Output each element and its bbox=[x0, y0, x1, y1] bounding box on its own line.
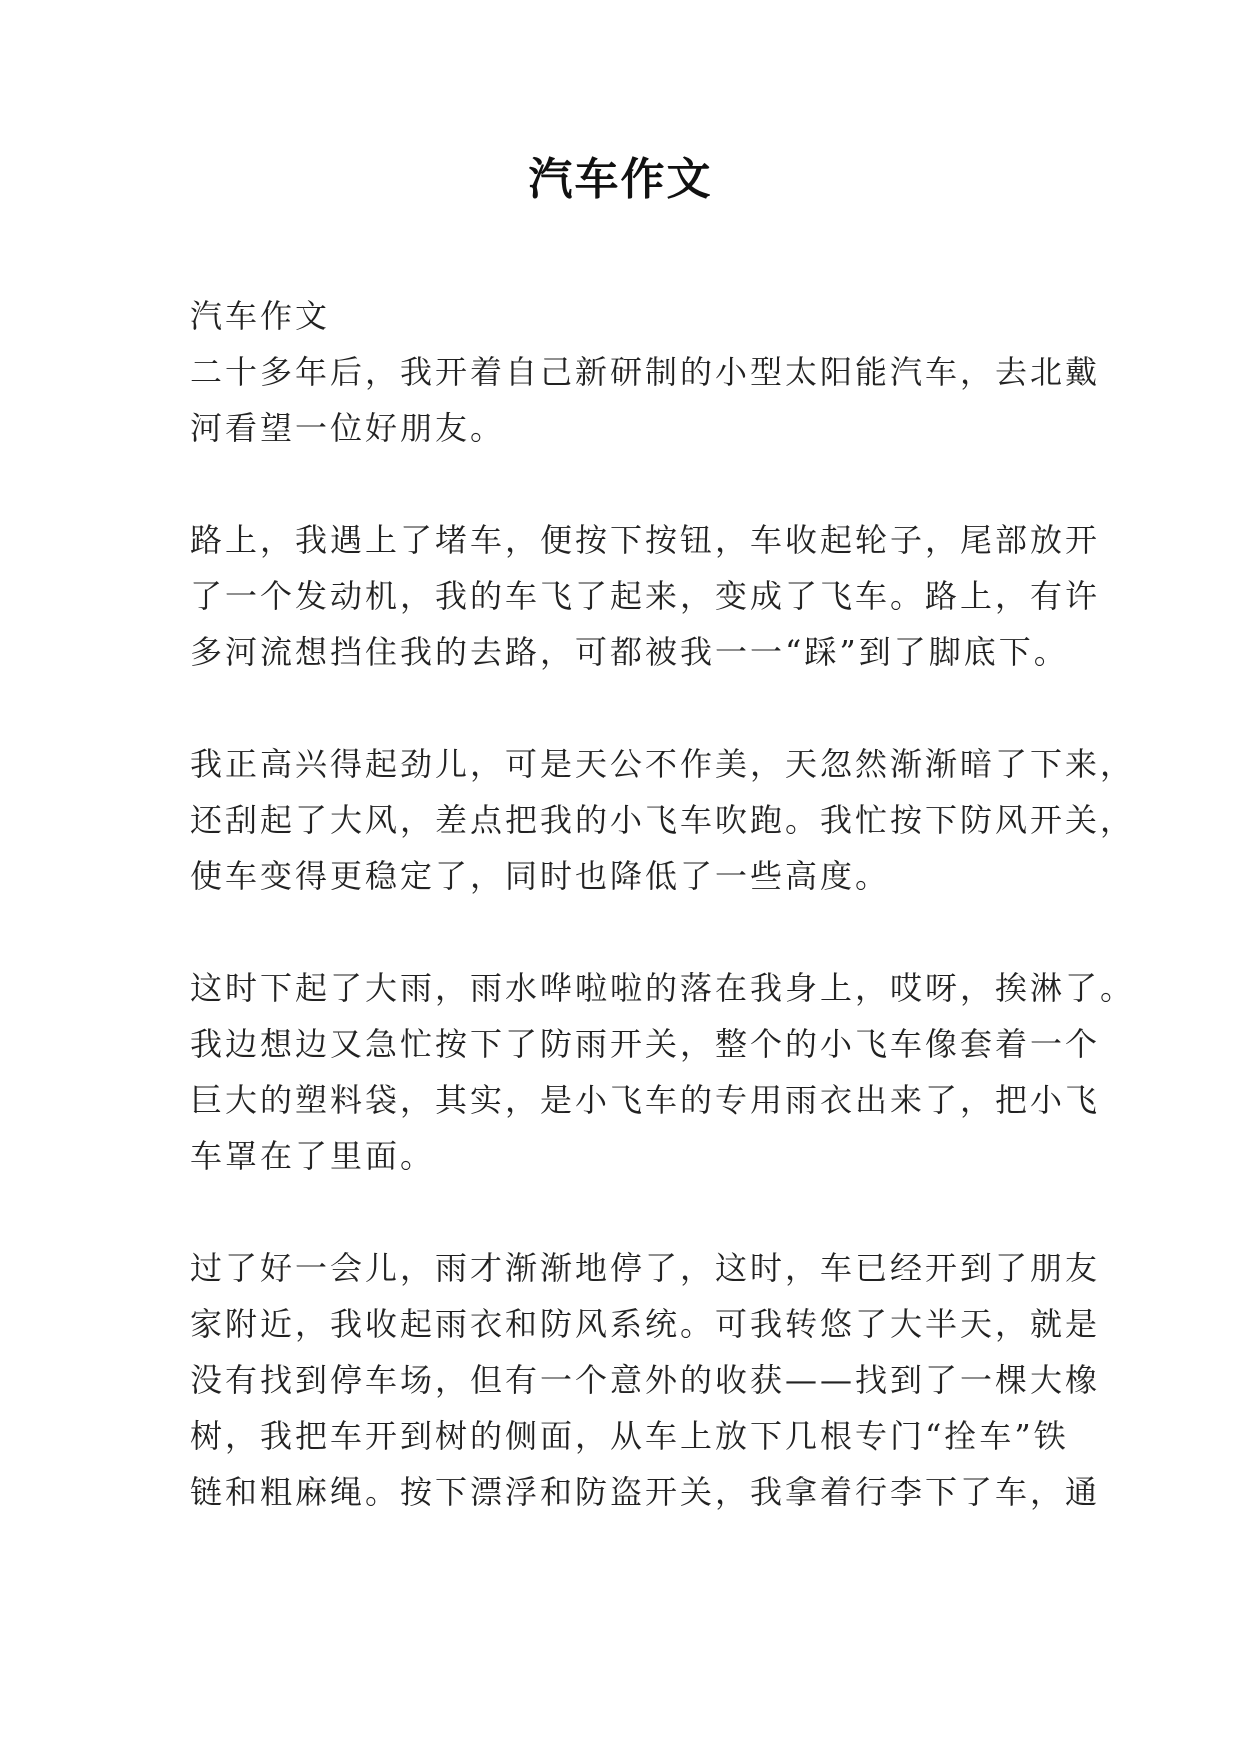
paragraph-gap bbox=[190, 456, 1070, 512]
text-line: 我正高兴得起劲儿，可是天公不作美，天忽然渐渐暗了下来， bbox=[190, 745, 1136, 783]
document-title: 汽车作文 bbox=[528, 154, 713, 205]
text-line: 路上，我遇上了堵车，便按下按钮，车收起轮子，尾部放开 bbox=[190, 521, 1101, 559]
text-line: 我边想边又急忙按下了防雨开关，整个的小飞车像套着一个 bbox=[190, 1025, 1101, 1063]
text-line: 使车变得更稳定了，同时也降低了一些高度。 bbox=[190, 857, 891, 895]
text-line: 链和粗麻绳。按下漂浮和防盗开关，我拿着行李下了车，通 bbox=[190, 1473, 1101, 1511]
text-line: 巨大的塑料袋，其实，是小飞车的专用雨衣出来了，把小飞 bbox=[190, 1081, 1101, 1119]
text-line: 河看望一位好朋友。 bbox=[190, 409, 506, 447]
document-body bbox=[190, 288, 1136, 1520]
text-line: 家附近，我收起雨衣和防风系统。可我转悠了大半天，就是 bbox=[190, 1305, 1101, 1343]
text-line: 还刮起了大风，差点把我的小飞车吹跑。我忙按下防风开关， bbox=[190, 801, 1136, 839]
paragraph-gap bbox=[190, 904, 1070, 960]
text-line: 这时下起了大雨，雨水哗啦啦的落在我身上，哎呀，挨淋了。 bbox=[190, 969, 1136, 1007]
paragraph-gap bbox=[190, 1184, 1070, 1240]
text-line: 了一个发动机，我的车飞了起来，变成了飞车。路上，有许 bbox=[190, 577, 1101, 615]
text-line: 树，我把车开到树的侧面，从车上放下几根专门“拴车”铁 bbox=[190, 1417, 1069, 1455]
text-line: 多河流想挡住我的去路，可都被我一一“踩”到了脚底下。 bbox=[190, 633, 1069, 671]
text-line: 二十多年后，我开着自己新研制的小型太阳能汽车，去北戴 bbox=[190, 353, 1101, 391]
text-line: 车罩在了里面。 bbox=[190, 1137, 436, 1175]
text-line: 过了好一会儿，雨才渐渐地停了，这时，车已经开到了朋友 bbox=[190, 1249, 1101, 1287]
paragraph-gap bbox=[190, 680, 1070, 736]
text-line: 没有找到停车场，但有一个意外的收获——找到了一棵大橡 bbox=[190, 1361, 1101, 1399]
text-line: 汽车作文 bbox=[190, 297, 331, 335]
